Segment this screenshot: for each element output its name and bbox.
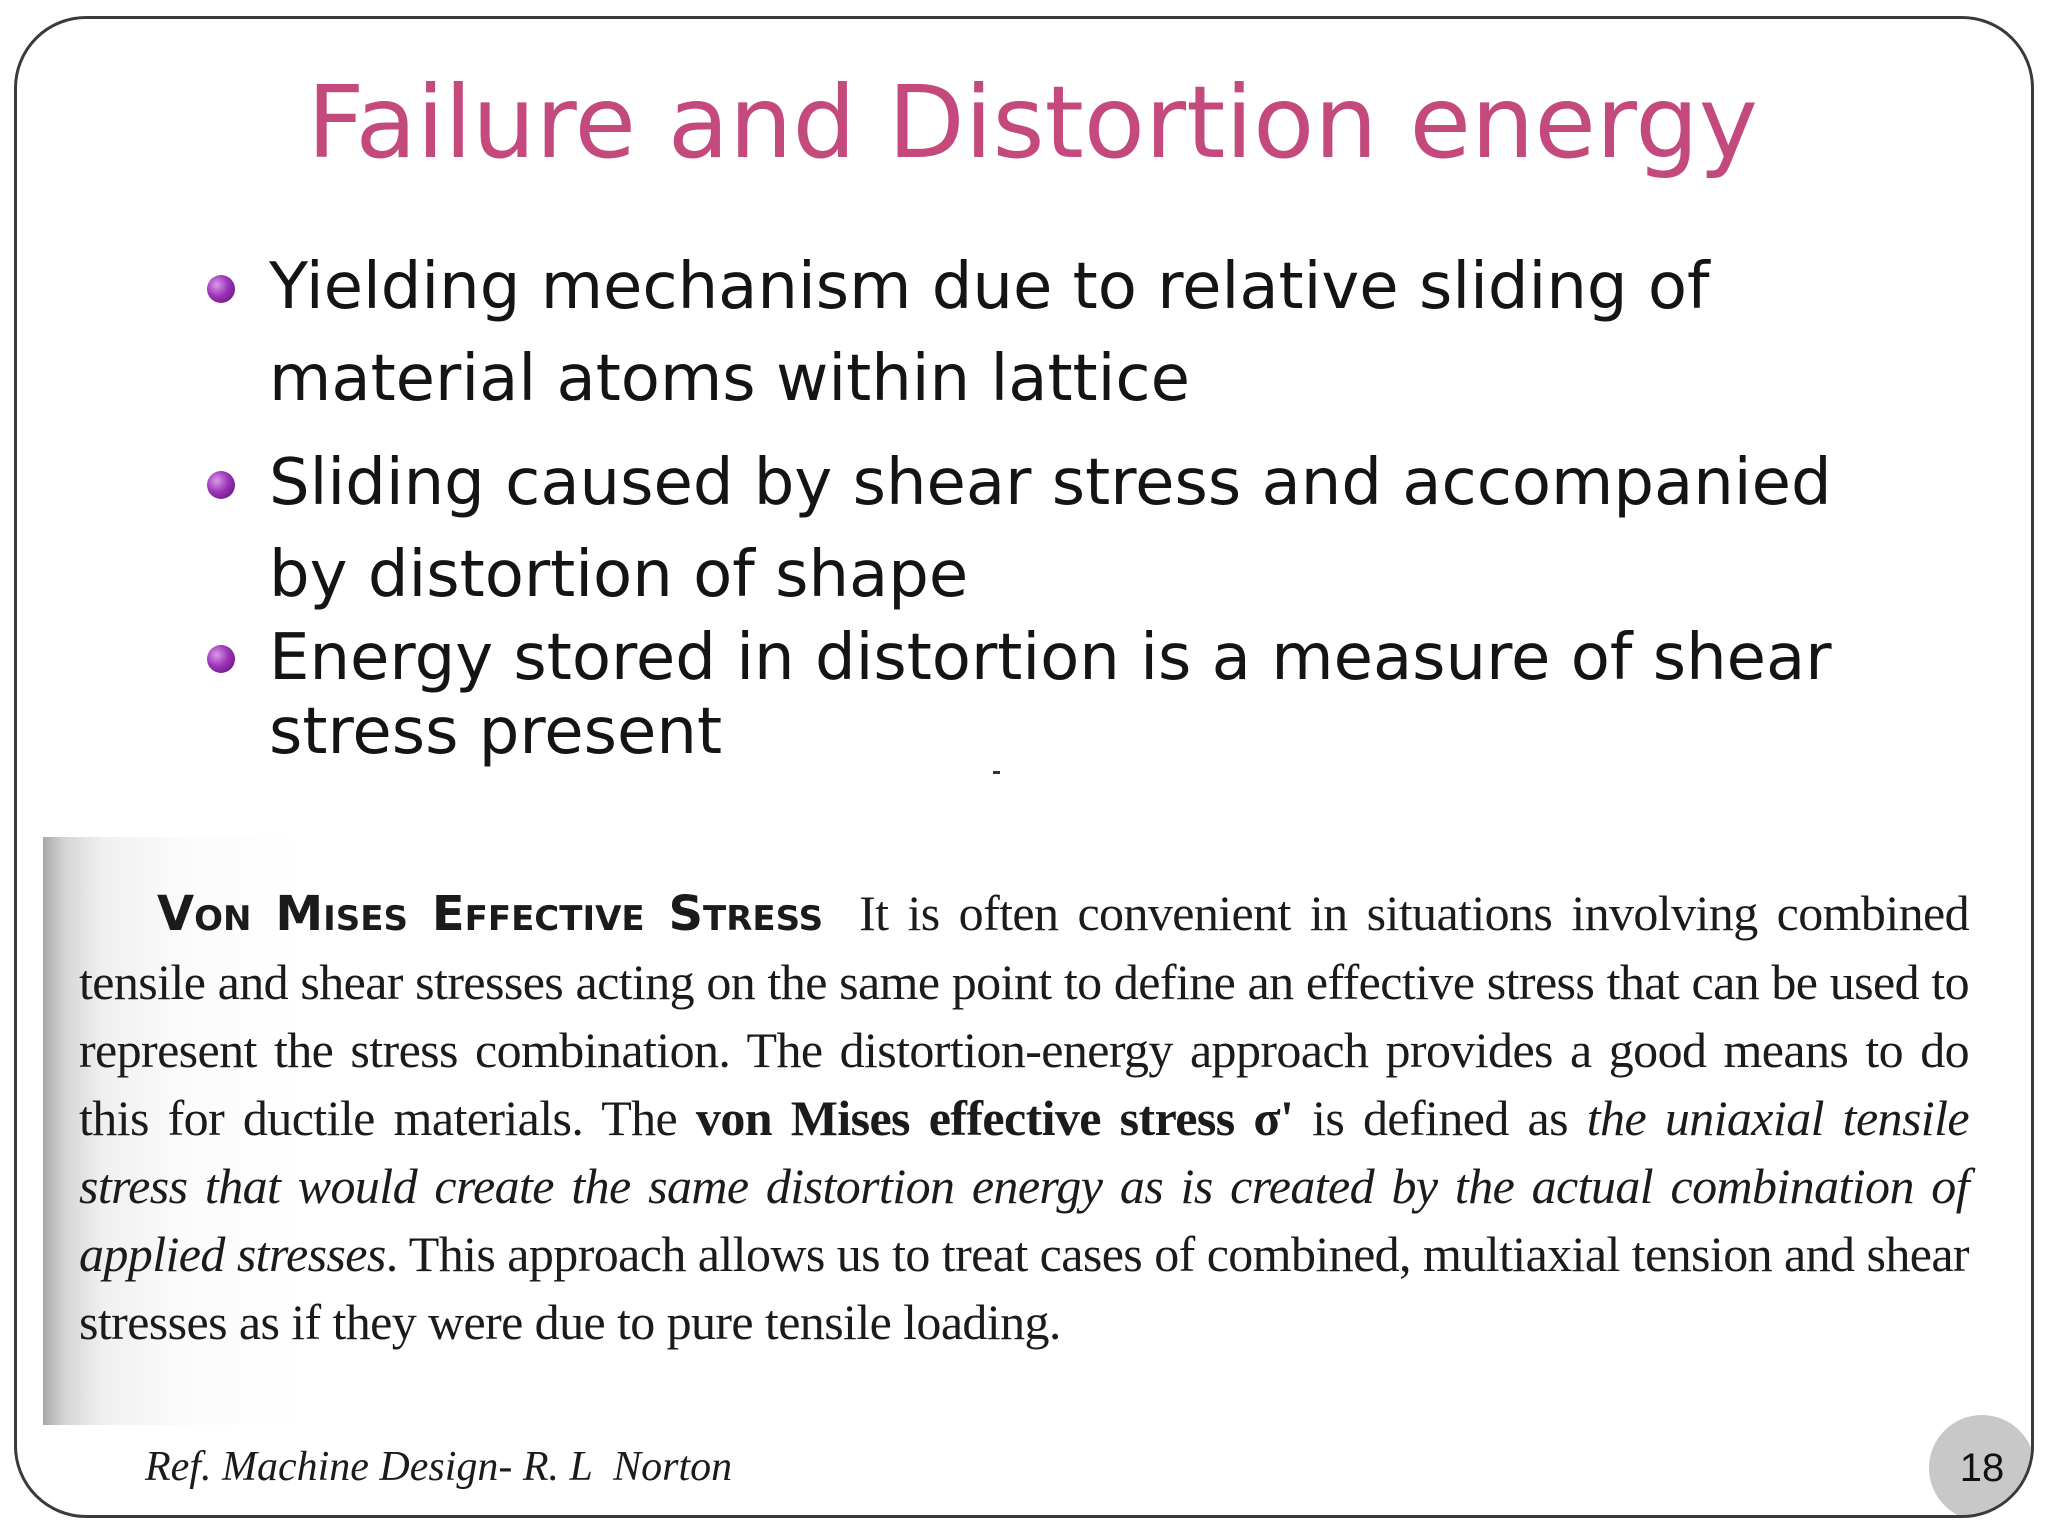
bullet-text: Sliding caused by shear stress and accompanied by distortion of shape: [269, 446, 1832, 612]
stray-mark: [993, 771, 1000, 774]
page-number-badge: [1929, 1415, 2034, 1518]
bullet-item: [269, 241, 1909, 425]
page-number: 18: [1959, 1445, 2005, 1490]
bullet-dot-icon: [207, 645, 235, 673]
slide: [14, 16, 2034, 1518]
reference-citation: Ref. Machine Design- R. L Norton: [145, 1444, 733, 1490]
excerpt-key-term: von Mises effective stress σ': [695, 1090, 1294, 1146]
bullet-dot-icon: [207, 275, 235, 303]
excerpt-paragraph: [79, 879, 1969, 1356]
bullet-text: Yielding mechanism due to relative sliding of material atoms within lattice: [269, 250, 1710, 416]
slide-title: Failure and Distortion energy: [307, 64, 1758, 181]
bullet-text: Energy stored in distortion is a measure of shear stress present: [269, 621, 1832, 769]
excerpt-heading: Von Mises Effective Stress: [157, 886, 824, 942]
textbook-excerpt: [43, 837, 2009, 1425]
bullet-dot-icon: [207, 471, 235, 499]
excerpt-text: . This approach allows us to treat cases of combined, multiaxial tension and shear stresses as if they were due to pure tensile loading.: [79, 1226, 1969, 1350]
excerpt-text: is defined as: [1293, 1090, 1587, 1146]
bullet-item: [269, 621, 1909, 769]
excerpt-definition: the uniaxial tensile stress that would create the same distortion energy as is created by the actual combination of applied stresses: [79, 1090, 1969, 1282]
excerpt-text: It is often convenient in situations involving combined tensile and shear stresses acting on the same point to define an effective stress that can be used to represent the stress combination. The distortion-energy approach provides a good means to do this for ductile materials. The: [79, 885, 1970, 1146]
bullet-item: [269, 437, 1909, 621]
